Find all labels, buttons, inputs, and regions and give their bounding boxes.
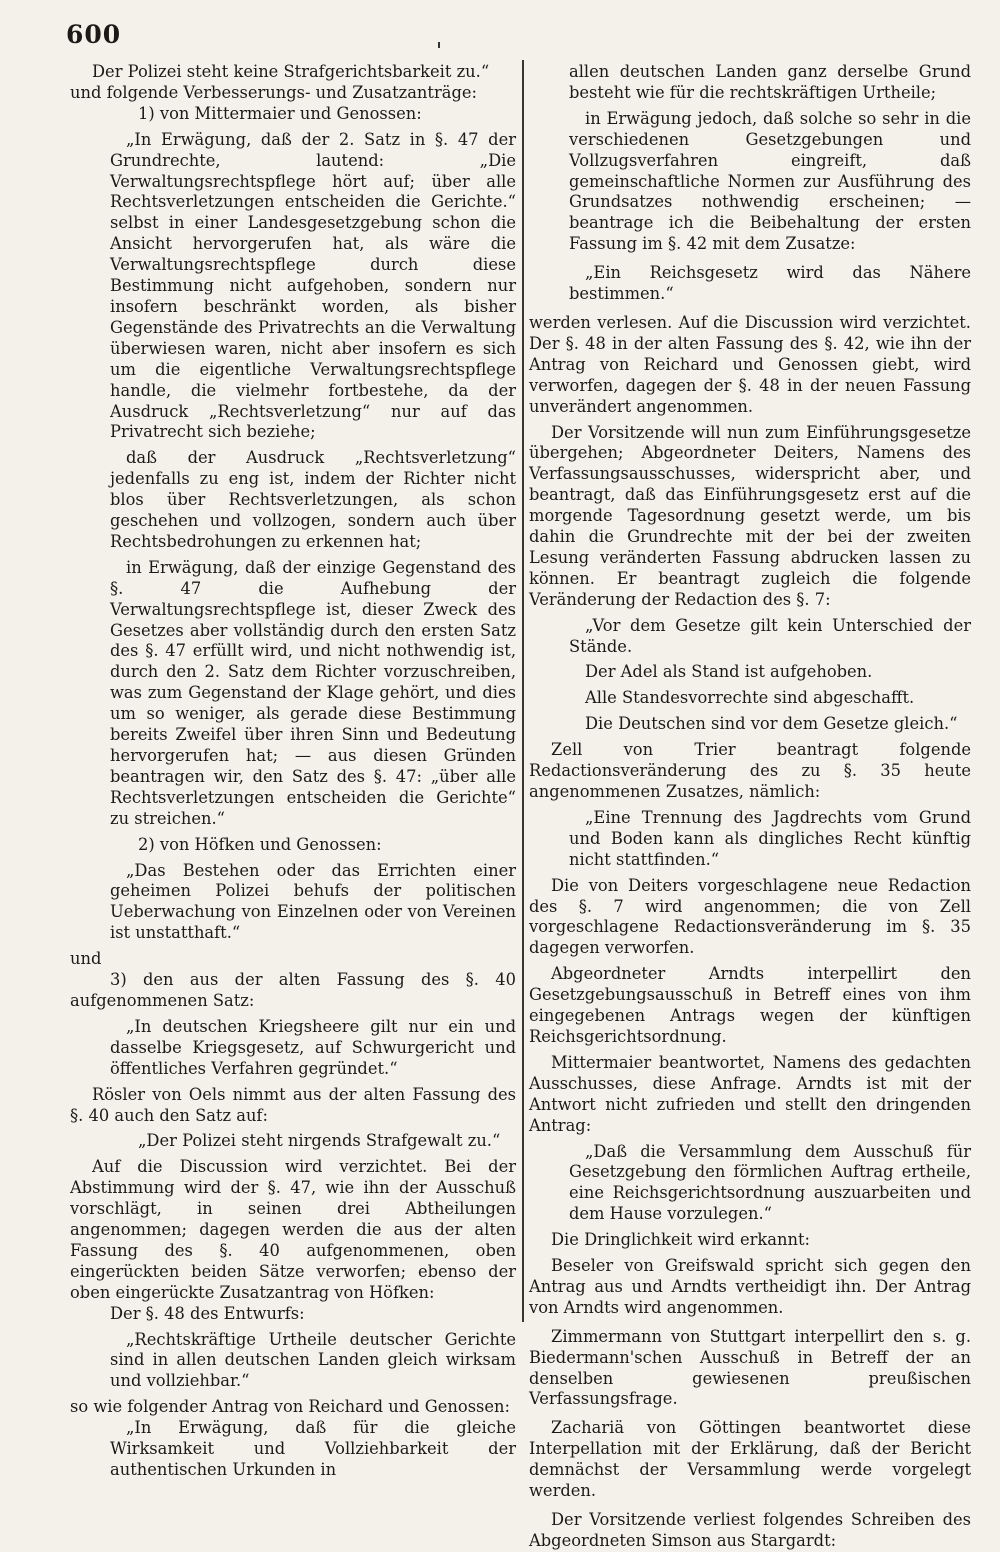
quoted-paragraph: „In Erwägung, daß für die gleiche Wirksamkeit und Vollziehbarkeit der authentischen Urkunden in — [110, 1418, 516, 1479]
quoted-paragraph: allen deutschen Landen ganz derselbe Grund besteht wie für die rechtskräftigen Urtheile; — [569, 62, 971, 102]
page-number: 600 — [66, 20, 122, 49]
quoted-paragraph: „Rechtskräftige Urtheile deutscher Gerichte sind in allen deutschen Landen gleich wirksam und vollziehbar.“ — [110, 1329, 516, 1391]
paragraph: werden verlesen. Auf die Discussion wird verzichtet. Der §. 48 in der alten Fassung des §. 42, wie ihn der Antrag von Reichard und Genossen giebt, wird verworfen, dagegen der §. 48 in der neuen Fassung unverändert angenommen. — [529, 312, 971, 416]
paragraph: Abgeordneter Arndts interpellirt den Gesetzgebungsausschuß in Betreff eines von ihm eingegebenen Antrags wegen der künftigen Reichsgerichtsordnung. — [529, 964, 971, 1046]
quoted-paragraph: „Eine Trennung des Jagdrechts vom Grund und Boden kann als dingliches Recht künftig nicht stattfinden.“ — [569, 807, 971, 869]
quoted-paragraph: daß der Ausdruck „Rechtsverletzung“ jedenfalls zu eng ist, indem der Richter nicht blos über Rechtsverletzungen, als schon geschehen und vollzogen, sondern auch über Rechtsbedrohungen zu erkennen hat; — [110, 448, 516, 551]
paragraph: Mittermaier beantwortet, Namens des gedachten Ausschusses, diese Anfrage. Arndts ist mit der Antwort nicht zufrieden und stellt den dringenden Antrag: — [529, 1052, 971, 1135]
quoted-paragraph: „Das Bestehen oder das Errichten einer geheimen Polizei behufs der politischen Ueberwachung von Einzelnen oder von Vereinen ist unstatthaft.“ — [110, 860, 516, 943]
quoted-paragraph: in Erwägung, daß der einzige Gegenstand des §. 47 die Aufhebung der Verwaltungsrechtspflege ist, dieser Zweck des Gesetzes aber vollständig durch den ersten Satz des §. 47 erfüllt wird, und nicht nothwendig ist, durch den 2. Satz dem Richter vorzuschreiben, was zum Gegenstand der Klage gehört, und dies um so weniger, als gerade diese Bestimmung bereits Zweifel über ihren Sinn und Bedeutung hervorgerufen hat; — aus diesen Gründen beantragen wir, den Satz des §. 47: „über alle Rechtsverletzungen entscheiden die Gerichte“ zu streichen.“ — [110, 557, 516, 828]
paragraph: Rösler von Oels nimmt aus der alten Fassung des §. 40 auch den Satz auf: — [70, 1084, 516, 1125]
paragraph: Der Polizei steht keine Strafgerichtsbarkeit zu.“ — [92, 62, 490, 81]
paragraph: und — [70, 949, 102, 969]
quoted-paragraph: „Daß die Versammlung dem Ausschuß für Gesetzgebung den förmlichen Auftrag ertheile, eine Reichsgerichtsordnung auszuarbeiten und dem Hause vorzulegen.“ — [569, 1141, 971, 1224]
paragraph: Zachariä von Göttingen beantwortet diese Interpellation mit der Erklärung, daß der Bericht demnächst der Versammlung werde vorgelegt werden. — [529, 1418, 971, 1501]
paragraph: Beseler von Greifswald spricht sich gegen den Antrag aus und Arndts vertheidigt ihn. Der Antrag von Arndts wird angenommen. — [529, 1256, 971, 1317]
print-mark — [438, 42, 440, 48]
left-column — [70, 62, 516, 1481]
paragraph: Zell von Trier beantragt folgende Redactionsveränderung des zu §. 35 heute angenommenen Zusatzes, nämlich: — [529, 740, 971, 801]
quoted-paragraph: „In deutschen Kriegsheere gilt nur ein und dasselbe Kriegsgesetz, auf Schwurgericht und öffentliches Verfahren gegründet.“ — [110, 1016, 516, 1078]
paragraph: Die Dringlichkeit wird erkannt: — [551, 1230, 810, 1250]
quoted-line: „Vor dem Gesetze gilt kein Unterschied der Stände. — [569, 615, 971, 656]
paragraph: und folgende Verbesserungs- und Zusatzanträge: — [70, 82, 477, 102]
paragraph: Auf die Discussion wird verzichtet. Bei der Abstimmung wird der §. 47, wie ihn der Ausschuß vorschlägt, in seinen drei Abtheilungen angenommen; dagegen werden die aus der alten Fassung des §. 40 aufgenommenen, oben eingerückten beiden Sätze verworfen; ebenso der oben eingerückte Zusatzantrag von Höfken: — [70, 1157, 516, 1302]
quoted-line: Die Deutschen sind vor dem Gesetze gleich.“ — [585, 714, 958, 734]
quoted-line: „Ein Reichsgesetz wird das Nähere bestimmen.“ — [569, 263, 971, 304]
column-divider — [522, 60, 524, 1322]
right-column — [529, 62, 971, 1552]
quoted-line: „Der Polizei steht nirgends Strafgewalt zu.“ — [138, 1131, 501, 1151]
quoted-line: Der Adel als Stand ist aufgehoben. — [585, 662, 873, 682]
paragraph: 3) den aus der alten Fassung des §. 40 aufgenommenen Satz: — [70, 970, 516, 1010]
quoted-line: Alle Standesvorrechte sind abgeschafft. — [585, 688, 915, 708]
quoted-paragraph: in Erwägung jedoch, daß solche so sehr in die verschiedenen Gesetzgebungen und Vollzugsverfahren eingreift, daß gemeinschaftliche Normen zur Ausführung des Grundsatzes nothwendig erscheinen; — beantrage ich die Beibehaltung der ersten Fassung im §. 42 mit dem Zusatze: — [569, 108, 971, 254]
paragraph: so wie folgender Antrag von Reichard und Genossen: — [70, 1397, 511, 1417]
subheading: 2) von Höfken und Genossen: — [138, 834, 382, 854]
subheading: 1) von Mittermaier und Genossen: — [138, 103, 422, 123]
paragraph: Der Vorsitzende verliest folgendes Schreiben des Abgeordneten Simson aus Stargardt: — [529, 1510, 971, 1550]
paragraph: Zimmermann von Stuttgart interpellirt den s. g. Biedermann'schen Ausschuß in Betreff der an denselben gewiesenen preußischen Verfassungsfrage. — [529, 1326, 971, 1409]
paragraph: Der §. 48 des Entwurfs: — [110, 1303, 305, 1323]
quoted-paragraph: „In Erwägung, daß der 2. Satz in §. 47 der Grundrechte, lautend: „Die Verwaltungsrechtspflege hört auf; über alle Rechtsverletzungen entscheiden die Gerichte.“ selbst in einer Landesgesetzgebung schon die Ansicht hervorgerufen hat, als wäre die Verwaltungsrechtspflege durch diese Bestimmung nicht aufgehoben, sondern nur insofern beschränkt worden, als bisher Gegenstände des Privatrechts an die Verwaltung überwiesen waren, nicht aber insofern es sich um die eigentliche Verwaltungsrechtspflege handle, die vielmehr fortbestehe, da der Ausdruck „Rechtsverletzung“ nur auf das Privatrecht sich beziehe; — [110, 129, 516, 442]
paragraph: Die von Deiters vorgeschlagene neue Redaction des §. 7 wird angenommen; die von Zell vorgeschlagene Redactionsveränderung im §. 35 dagegen verworfen. — [529, 875, 971, 958]
paragraph: Der Vorsitzende will nun zum Einführungsgesetze übergehen; Abgeordneter Deiters, Namens des Verfassungsausschusses, widerspricht aber, und beantragt, daß das Einführungsgesetz erst auf die morgende Tagesordnung gesetzt werde, um bis dahin die Grundrechte mit der bei der zweiten Lesung veränderten Fassung abdrucken lassen zu können. Er beantragt zugleich die folgende Veränderung der Redaction des §. 7: — [529, 422, 971, 609]
